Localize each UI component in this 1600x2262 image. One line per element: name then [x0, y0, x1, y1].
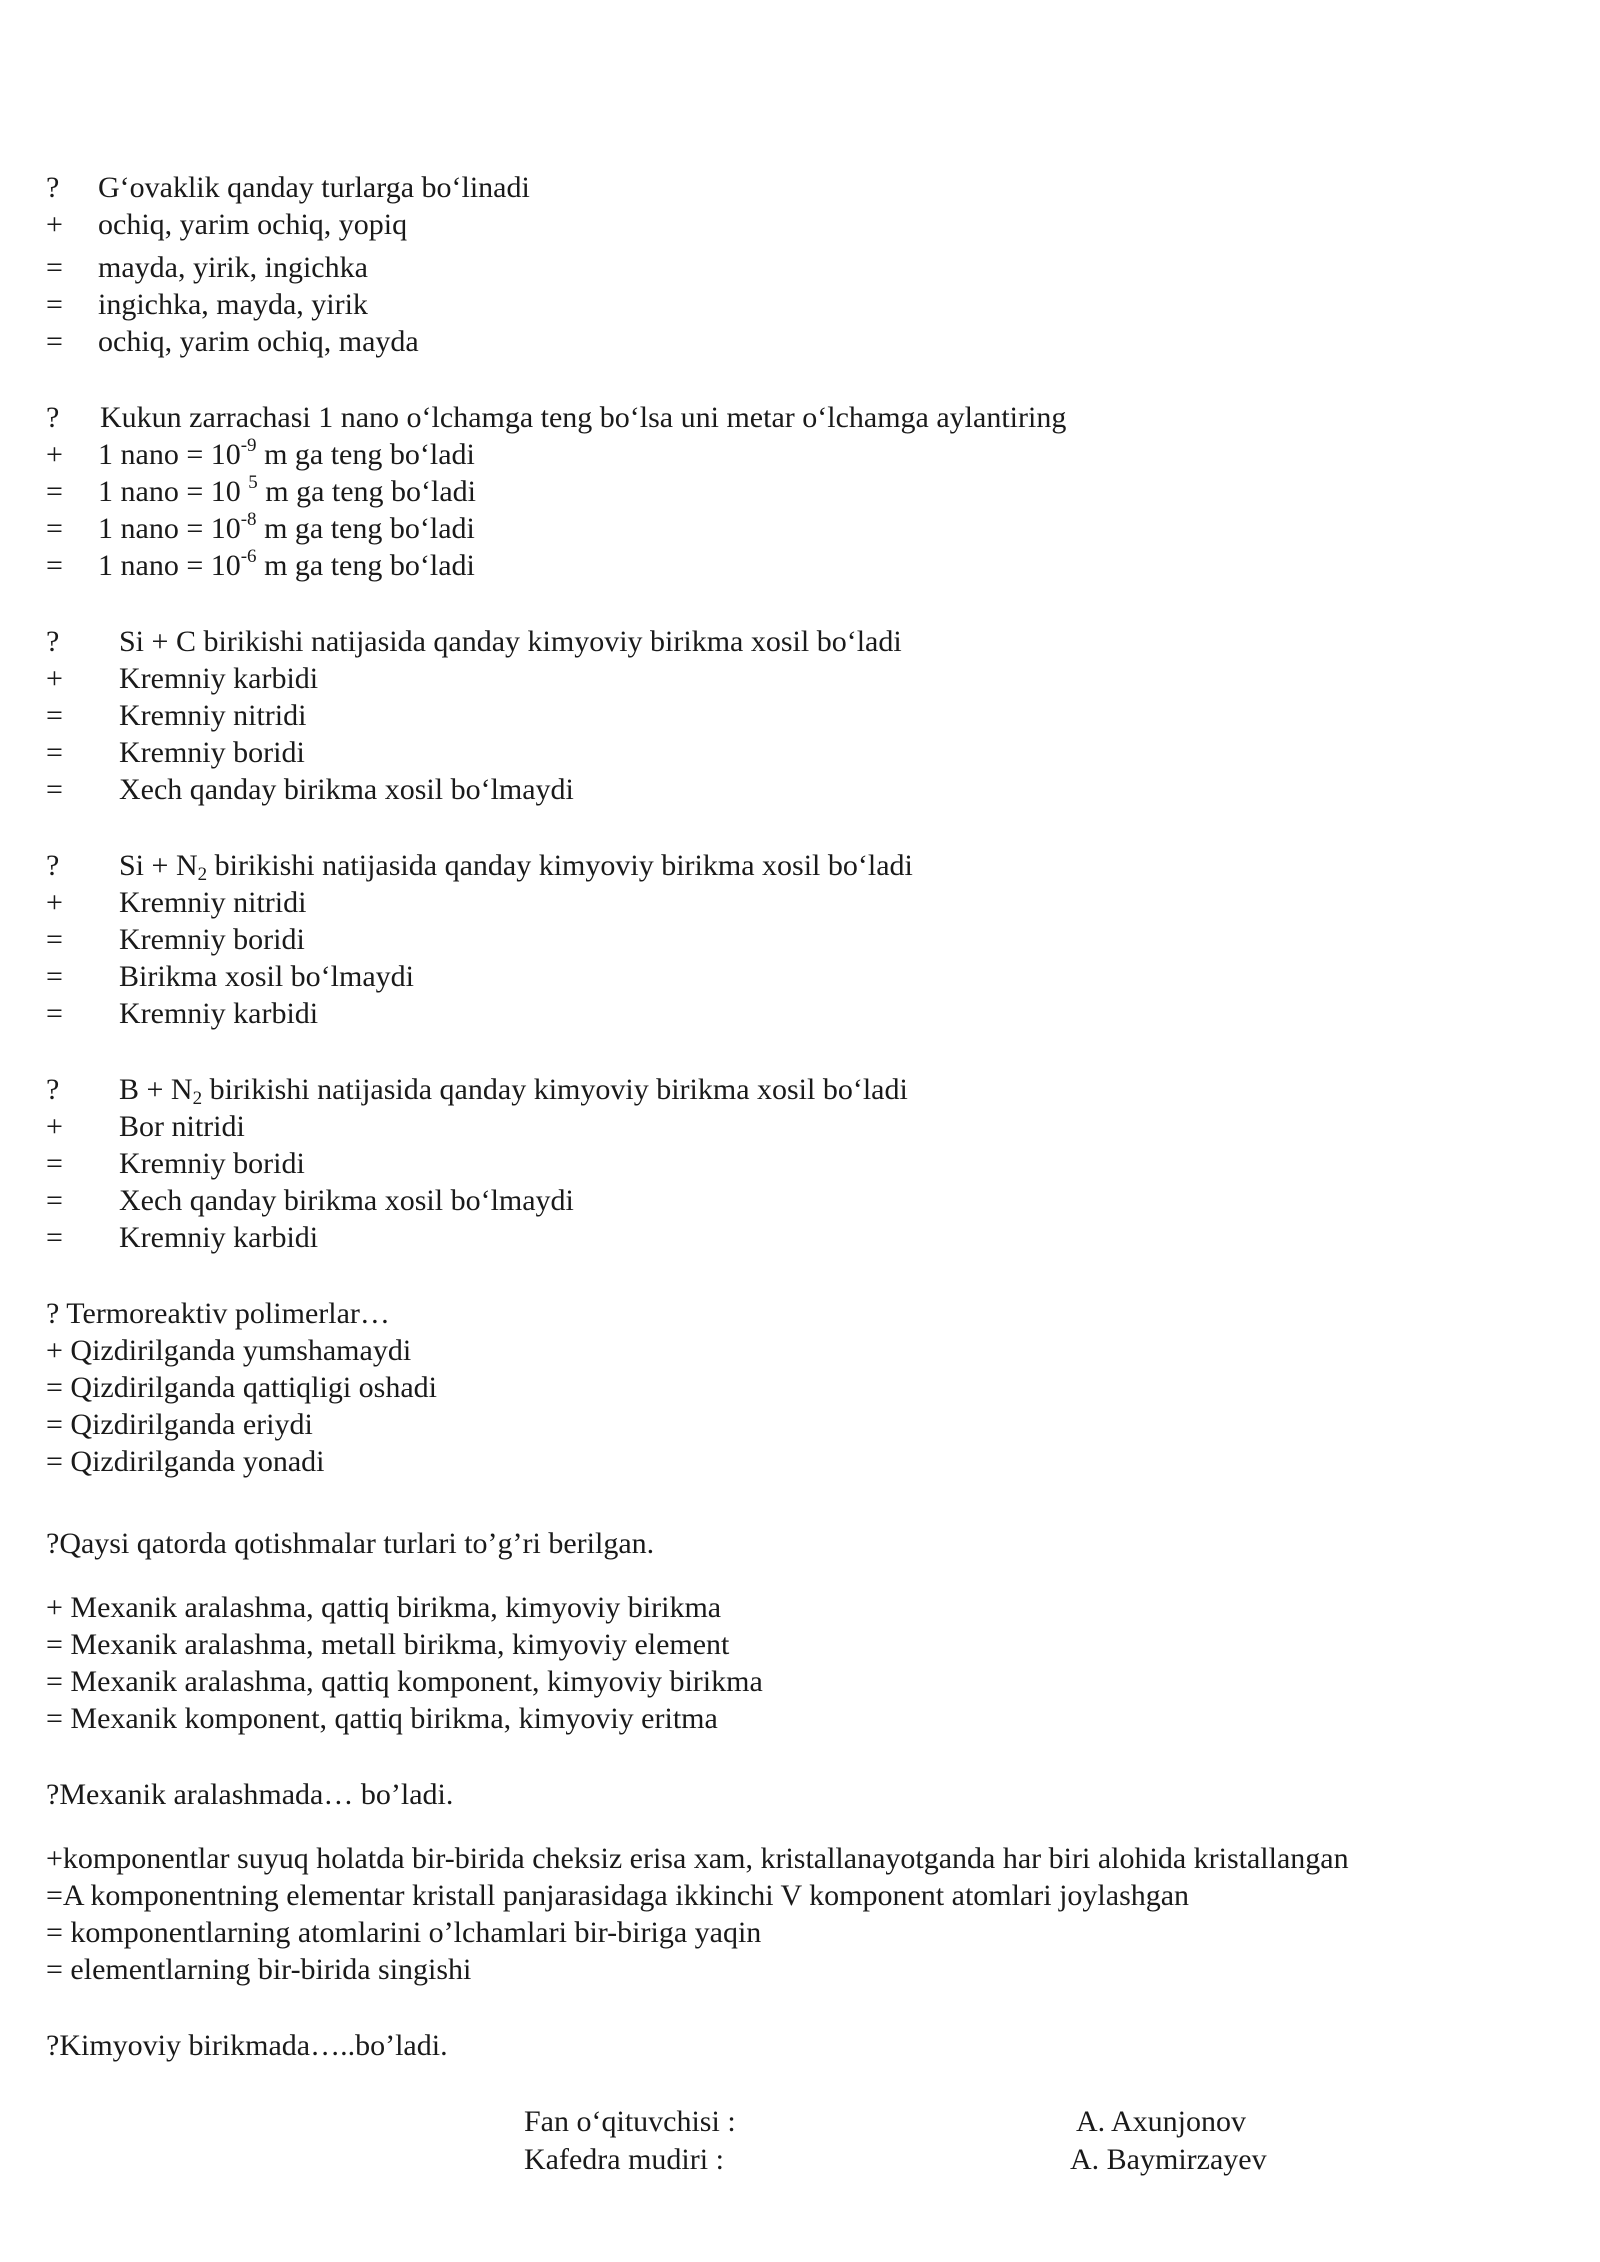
wrong-marker: = [46, 997, 63, 1030]
correct-marker: + [46, 886, 63, 919]
answer-text: = Mexanik aralashma, metall birikma, kimyoviy element [46, 1628, 730, 1661]
answer-text: mayda, yirik, ingichka [98, 251, 368, 284]
question-text: $Si + N_2$ birikishi natijasida qanday kimyoviy birikma xosil bo‘ladi [119, 849, 913, 885]
answer-text: Bor nitridi [119, 1110, 245, 1143]
wrong-marker: = [46, 549, 63, 582]
answer-text: Kremniy nitridi [119, 699, 307, 732]
question-marker: ? [46, 625, 60, 658]
correct-marker: + [46, 662, 63, 695]
exponent: 5 [248, 472, 258, 493]
answer-text-correct: +komponentlar suyuq holatda bir-birida cheksiz erisa xam, kristallanayotganda har biri alohida kristallangan [46, 1842, 1349, 1875]
answer-text: = Mexanik aralashma, qattiq komponent, kimyoviy birikma [46, 1665, 763, 1698]
answer-text: Xech qanday birikma xosil bo‘lmaydi [119, 773, 574, 806]
answer-text: Kremniy karbidi [119, 1221, 319, 1254]
head-name: A. Baymirzayev [1070, 2143, 1267, 2176]
answer-text: Kremniy karbidi [119, 997, 319, 1030]
question-text: Kukun zarrachasi 1 nano o‘lchamga teng bo‘lsa uni metar o‘lchamga aylantiring [100, 401, 1067, 434]
answer-text: Kremniy karbidi [119, 662, 319, 695]
correct-marker: + [46, 208, 63, 241]
wrong-marker: = [46, 288, 63, 321]
answer-text: Birikma xosil bo‘lmaydi [119, 960, 414, 993]
answer-text: = komponentlarning atomlarini o’lchamlari bir-biriga yaqin [46, 1916, 762, 1949]
answer-text: Kremniy boridi [119, 1147, 305, 1180]
answer-text: = Qizdirilganda qattiqligi oshadi [46, 1371, 438, 1404]
answer-text: ochiq, yarim ochiq, yopiq [98, 208, 408, 241]
answer-text: = Mexanik komponent, qattiq birikma, kimyoviy eritma [46, 1702, 718, 1735]
answer-text: ochiq, yarim ochiq, mayda [98, 325, 419, 358]
exponent: -9 [240, 435, 257, 456]
answer-text: Kremniy boridi [119, 736, 305, 769]
question-marker: ? [46, 1073, 60, 1106]
wrong-marker: = [46, 923, 63, 956]
answer-text: Kremniy nitridi [119, 886, 307, 919]
wrong-marker: = [46, 475, 63, 508]
answer-text: 1 nano = $10^{-6}$ m ga teng bo‘ladi [98, 546, 475, 582]
answer-text: ingichka, mayda, yirik [98, 288, 368, 321]
question-text: ?Qaysi qatorda qotishmalar turlari to’g’ri berilgan. [46, 1527, 655, 1560]
answer-text-correct: + Mexanik aralashma, qattiq birikma, kimyoviy birikma [46, 1591, 722, 1624]
wrong-marker: = [46, 1221, 63, 1254]
wrong-marker: = [46, 1184, 63, 1217]
answer-text: Kremniy boridi [119, 923, 305, 956]
question-marker: ? [46, 171, 60, 204]
wrong-marker: = [46, 512, 63, 545]
subscript: 2 [197, 864, 208, 885]
answer-text: =A komponentning elementar kristall panjarasidaga ikkinchi V komponent atomlari joylashgan [46, 1879, 1190, 1912]
wrong-marker: = [46, 1147, 63, 1180]
question-text: ?Kimyoviy birikmada…..bo’ladi. [46, 2029, 448, 2062]
wrong-marker: = [46, 773, 63, 806]
answer-text: 1 nano = $10^{-8}$ m ga teng bo‘ladi [98, 509, 475, 545]
subscript: 2 [192, 1088, 203, 1109]
teacher-label: Fan o‘qituvchisi : [524, 2105, 736, 2138]
question-text: G‘ovaklik qanday turlarga bo‘linadi [98, 171, 530, 204]
question-text: ?Mexanik aralashmada… bo’ladi. [46, 1778, 454, 1811]
exponent: -6 [240, 546, 257, 567]
wrong-marker: = [46, 325, 63, 358]
correct-marker: + [46, 438, 63, 471]
wrong-marker: = [46, 736, 63, 769]
answer-text-correct: + Qizdirilganda yumshamaydi [46, 1334, 412, 1367]
answer-text: = Qizdirilganda yonadi [46, 1445, 325, 1478]
answer-text: Xech qanday birikma xosil bo‘lmaydi [119, 1184, 574, 1217]
answer-text: 1 nano = $10^{-9}$ m ga teng bo‘ladi [98, 435, 475, 471]
correct-marker: + [46, 1110, 63, 1143]
teacher-name: A. Axunjonov [1076, 2105, 1247, 2138]
wrong-marker: = [46, 699, 63, 732]
wrong-marker: = [46, 251, 63, 284]
question-marker: ? [46, 849, 60, 882]
question-text: $B + N_2$ birikishi natijasida qanday kimyoviy birikma xosil bo‘ladi [119, 1073, 908, 1109]
question-text: ? Termoreaktiv polimerlar… [46, 1297, 390, 1330]
head-label: Kafedra mudiri : [524, 2143, 724, 2176]
answer-text: = elementlarning bir-birida singishi [46, 1953, 472, 1986]
question-marker: ? [46, 401, 60, 434]
exponent: -8 [240, 509, 257, 530]
answer-text: = Qizdirilganda eriydi [46, 1408, 313, 1441]
wrong-marker: = [46, 960, 63, 993]
question-text: Si + C birikishi natijasida qanday kimyoviy birikma xosil bo‘ladi [119, 625, 902, 658]
answer-text: 1 nano = 10 $^5$ m ga teng bo‘ladi [98, 472, 477, 508]
